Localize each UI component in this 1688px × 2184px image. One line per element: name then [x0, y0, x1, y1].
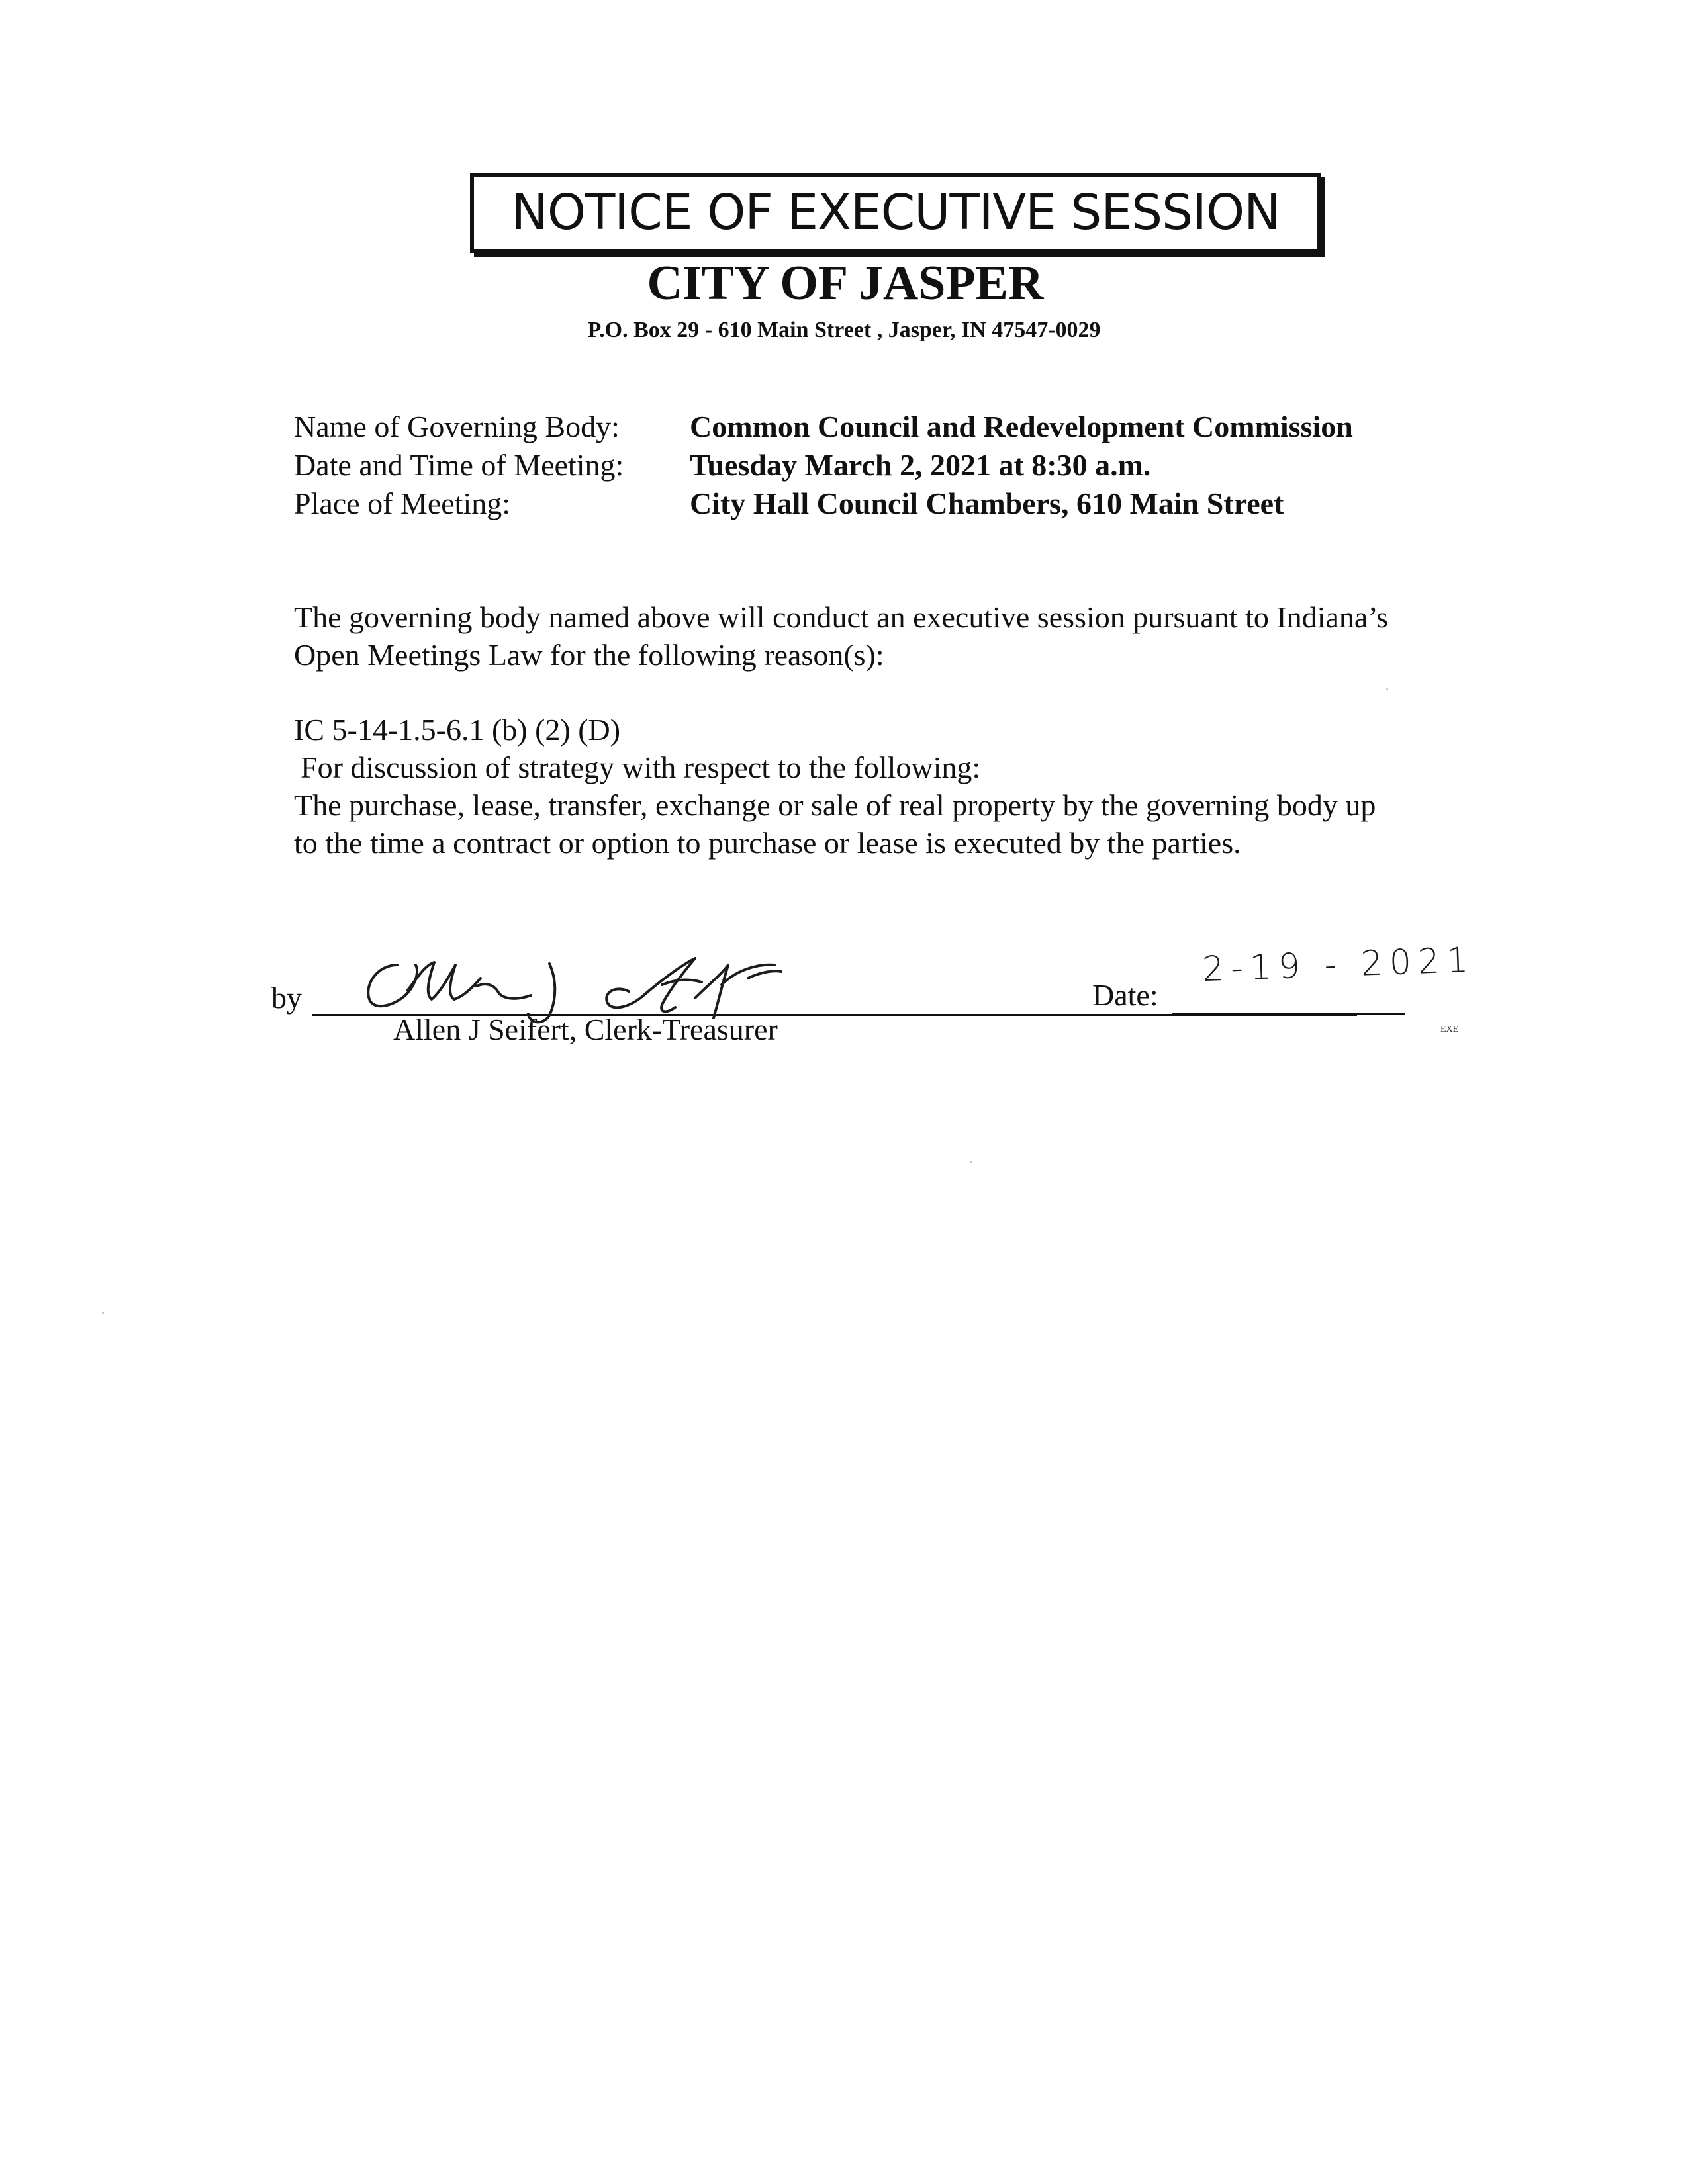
scan-speck [1386, 688, 1388, 690]
handwritten-date: 2-19 - 2021 [1201, 940, 1476, 990]
meeting-info [294, 408, 1353, 523]
reason-lead: For discussion of strategy with respect to the following: [301, 751, 981, 784]
date-line [1172, 1013, 1405, 1015]
reason-line: to the time a contract or option to purchase or lease is executed by the parties. [294, 826, 1241, 860]
info-label: Place of Meeting: [294, 486, 511, 520]
scan-speck [102, 1312, 104, 1314]
city-address: P.O. Box 29 - 610 Main Street , Jasper, IN 47547-0029 [587, 318, 1101, 342]
footer-code: EXE [1440, 1024, 1459, 1034]
by-label: by [271, 981, 302, 1015]
scan-speck [970, 1161, 972, 1163]
reason-line: The purchase, lease, transfer, exchange or sale of real property by the governing body up [294, 788, 1376, 822]
info-value: City Hall Council Chambers, 610 Main Street [690, 486, 1284, 520]
info-row-governing-body [294, 408, 1353, 446]
intro-line: The governing body named above will conduct an executive session pursuant to Indiana’s [294, 600, 1389, 634]
intro-line: Open Meetings Law for the following reason(s): [294, 638, 884, 672]
notice-title: NOTICE OF EXECUTIVE SESSION [511, 184, 1280, 241]
info-value: Tuesday March 2, 2021 at 8:30 a.m. [690, 448, 1151, 482]
info-row-date-time [294, 446, 1353, 484]
title-box [470, 173, 1321, 253]
info-value: Common Council and Redevelopment Commission [690, 410, 1353, 443]
signature-block [271, 940, 1476, 1066]
city-name: CITY OF JASPER [647, 256, 1044, 310]
signer-name: Allen J Seifert, Clerk-Treasurer [393, 1013, 778, 1046]
statute-citation: IC 5-14-1.5-6.1 (b) (2) (D) [294, 713, 621, 747]
info-row-place [294, 484, 1353, 523]
date-label: Date: [1092, 978, 1158, 1012]
info-label: Name of Governing Body: [294, 410, 620, 443]
intro-paragraph [294, 598, 1505, 674]
info-label: Date and Time of Meeting: [294, 448, 624, 482]
reason-paragraph [294, 711, 1505, 862]
